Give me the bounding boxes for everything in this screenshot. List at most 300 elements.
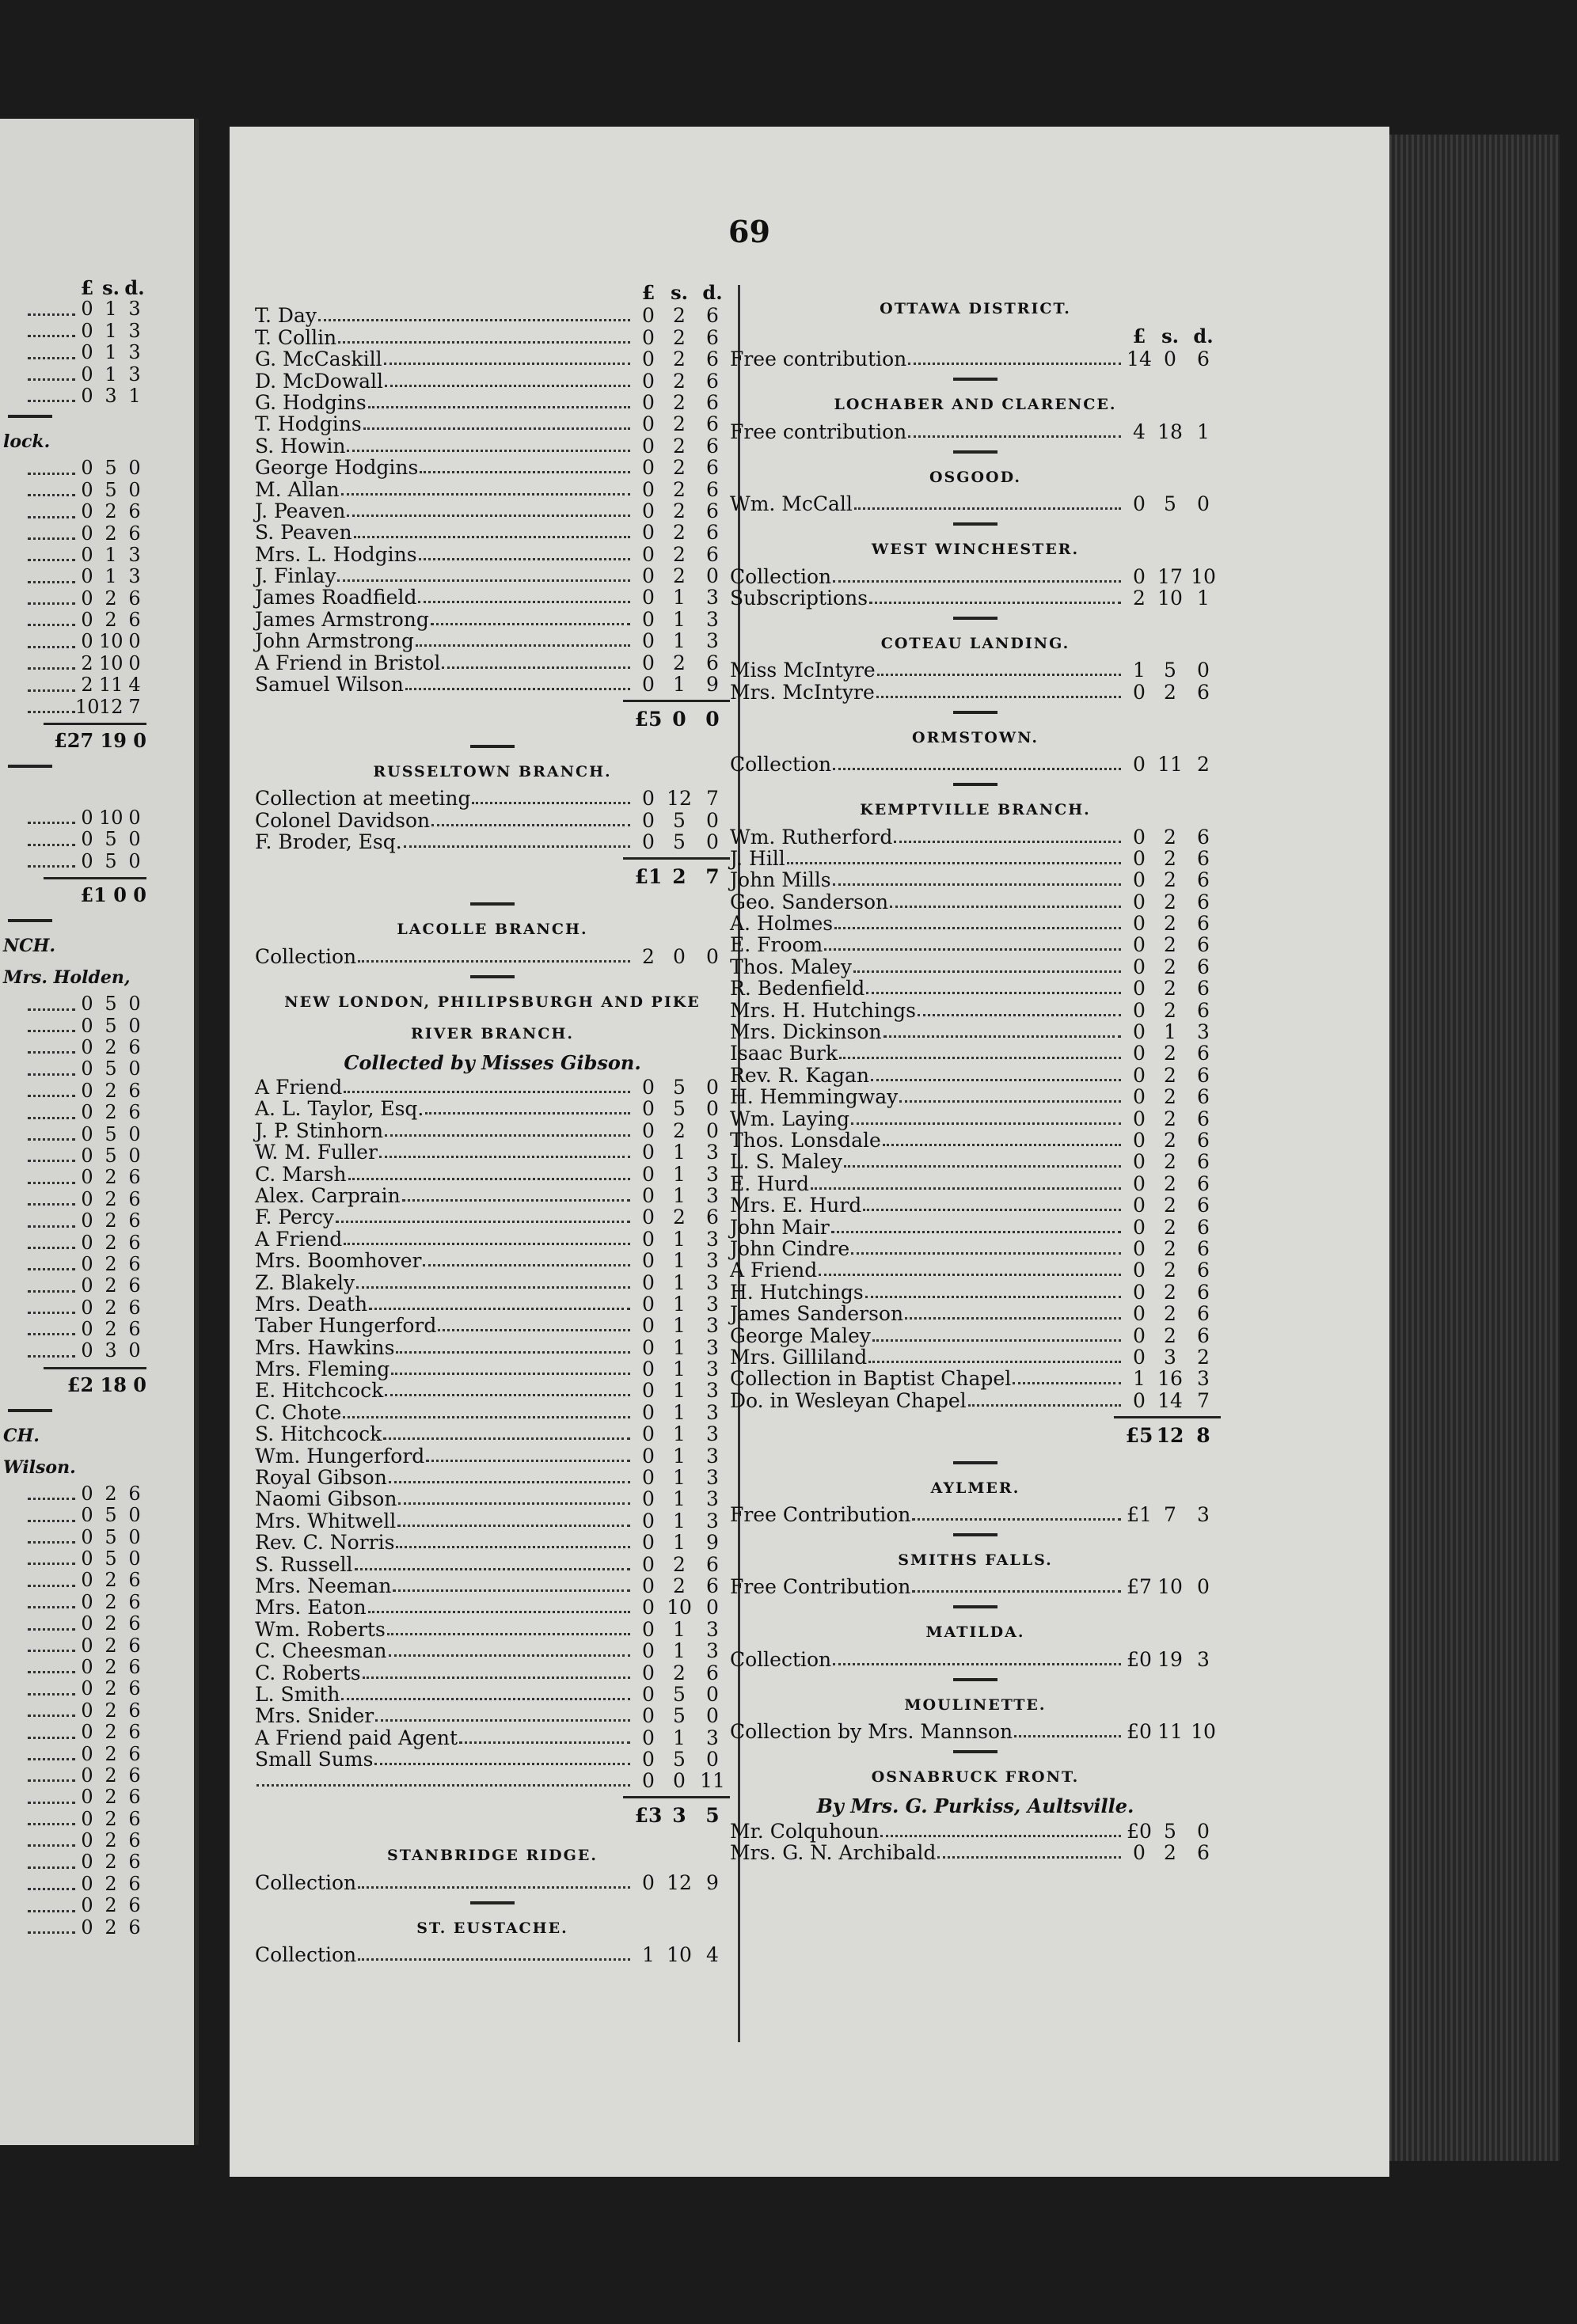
pounds: 2 xyxy=(1133,586,1146,609)
amount-part: 6 xyxy=(128,1655,141,1678)
leader-dots xyxy=(863,1209,1121,1211)
pounds: 0 xyxy=(1133,1345,1146,1369)
pounds: 2 xyxy=(642,944,655,968)
leader-dots xyxy=(28,321,75,337)
leader-dots xyxy=(28,1275,75,1292)
pounds: 0 xyxy=(1133,868,1146,892)
shillings: 2 xyxy=(673,1118,686,1142)
section-total: £1 0 0 xyxy=(80,883,146,907)
leader-dots xyxy=(834,927,1121,929)
amount-part: 0 xyxy=(81,1916,93,1939)
section-title: COTEAU LANDING. xyxy=(880,634,1070,652)
leader-dots xyxy=(28,1917,75,1934)
pence: 6 xyxy=(1197,1085,1210,1109)
column-header-unit: £ xyxy=(80,276,94,299)
shillings: 2 xyxy=(1164,868,1176,892)
pence: 6 xyxy=(1197,1302,1210,1326)
ledger-row xyxy=(0,1613,146,1635)
page-edges xyxy=(1389,135,1560,2161)
amount xyxy=(1124,1151,1221,1172)
section-divider xyxy=(953,1678,998,1681)
ledger-row xyxy=(0,1809,146,1830)
leader-dots xyxy=(28,851,75,868)
amount xyxy=(633,1554,730,1575)
amount-part: 0 xyxy=(128,849,141,872)
leader-dots xyxy=(426,1460,630,1462)
leader-dots xyxy=(1014,1735,1121,1737)
leader-dots xyxy=(869,602,1121,604)
leader-dots xyxy=(865,1296,1121,1298)
leader-dots xyxy=(28,1851,75,1868)
shillings: 2 xyxy=(1164,1323,1176,1347)
ledger-row xyxy=(0,993,146,1015)
amount-part: 2 xyxy=(104,1634,117,1657)
pounds: 0 xyxy=(1133,998,1146,1022)
total-value: £5 xyxy=(1125,1423,1153,1447)
pence: 3 xyxy=(706,1358,719,1381)
section-divider xyxy=(953,783,998,786)
column-header-unit: £ xyxy=(1132,325,1146,347)
entry-name: Thos. Lonsdale xyxy=(730,1128,881,1152)
shillings: 2 xyxy=(1164,1280,1176,1304)
ledger-row xyxy=(255,305,730,326)
ledger-row xyxy=(255,1618,730,1639)
shillings: 19 xyxy=(1157,1647,1183,1671)
amount-part: 0 xyxy=(81,500,93,523)
ledger-row xyxy=(0,1917,146,1939)
amount xyxy=(1124,1346,1221,1368)
entry-name: F. Percy xyxy=(255,1206,334,1229)
shillings: 2 xyxy=(1164,846,1176,870)
amount xyxy=(633,1705,730,1726)
section-total: £2 18 0 xyxy=(66,1373,146,1396)
pounds: 0 xyxy=(642,1639,655,1663)
pounds: 0 xyxy=(642,1552,655,1576)
pounds: 0 xyxy=(642,1227,655,1251)
leader-dots xyxy=(937,1856,1121,1859)
entry-name: S. Hitchcock xyxy=(255,1422,382,1446)
pence: 1 xyxy=(1197,586,1210,609)
amount-part: 6 xyxy=(128,1786,141,1809)
left-column xyxy=(255,281,730,1965)
pounds: 0 xyxy=(642,434,655,458)
pounds: 0 xyxy=(1133,1280,1146,1304)
ledger-row xyxy=(0,1210,146,1232)
shillings: 1 xyxy=(673,1487,686,1511)
entry-name: Mrs. Eaton xyxy=(255,1596,367,1620)
pence: 6 xyxy=(1197,1841,1210,1865)
entry-name: John Mair xyxy=(730,1215,830,1239)
shillings: 1 xyxy=(1164,1020,1176,1044)
pounds: 0 xyxy=(642,1769,655,1793)
amount-part: 6 xyxy=(128,1101,141,1124)
ledger-row xyxy=(255,1575,730,1597)
leader-dots xyxy=(28,1058,75,1075)
ledger-row xyxy=(255,1423,730,1445)
shillings: 14 xyxy=(1157,1388,1183,1412)
pounds: 0 xyxy=(642,1726,655,1749)
section-divider xyxy=(8,415,52,418)
shillings: 2 xyxy=(1164,998,1176,1022)
entry-name: Mrs. Death xyxy=(255,1292,368,1316)
leader-dots xyxy=(28,1102,75,1118)
leader-dots xyxy=(868,1361,1121,1363)
entry-name: A Friend paid Agent xyxy=(255,1726,458,1749)
previous-page-column xyxy=(0,277,146,1939)
entry-name: M. Allan xyxy=(255,477,340,501)
leader-dots xyxy=(28,1080,75,1097)
leader-dots xyxy=(355,1568,631,1570)
pence: 6 xyxy=(706,542,719,566)
pence: 6 xyxy=(1197,1150,1210,1174)
ledger-row xyxy=(255,1250,730,1271)
amount xyxy=(633,1770,730,1791)
pounds: £0 xyxy=(1127,1819,1152,1843)
ledger-row xyxy=(255,457,730,478)
leader-dots xyxy=(368,406,630,408)
total-value: 5 xyxy=(705,1804,720,1828)
pence: 3 xyxy=(706,1639,719,1663)
ledger-row xyxy=(255,1944,730,1965)
ledger-row xyxy=(0,545,146,566)
entry-name: Colonel Davidson xyxy=(255,808,431,832)
shillings: 17 xyxy=(1157,564,1183,588)
entry-name: Mrs. Fleming xyxy=(255,1358,390,1381)
ledger-row xyxy=(730,1086,1221,1107)
entry-name: James Armstrong xyxy=(255,607,429,631)
amount-part: 0 xyxy=(81,1122,93,1145)
amount-part: 0 xyxy=(128,457,141,480)
pence: 6 xyxy=(706,651,719,674)
amount-part: 2 xyxy=(104,1590,117,1613)
leader-dots xyxy=(28,566,75,583)
leader-dots xyxy=(256,1784,630,1787)
leader-dots xyxy=(28,1722,75,1738)
amount-part: 0 xyxy=(81,1807,93,1830)
amount-part: 1 xyxy=(104,319,117,342)
amount xyxy=(1124,682,1221,703)
total-value: £3 xyxy=(634,1804,663,1828)
pounds: 0 xyxy=(1133,825,1146,849)
leader-dots xyxy=(343,1416,630,1418)
entry-name: Collection at meeting xyxy=(255,787,471,811)
pounds: 0 xyxy=(642,1097,655,1121)
leader-dots xyxy=(402,1199,630,1202)
amount xyxy=(633,457,730,478)
amount-part: 0 xyxy=(81,1590,93,1613)
pence: 3 xyxy=(706,1726,719,1749)
ledger-row xyxy=(730,1389,1221,1411)
pounds: 0 xyxy=(642,1617,655,1641)
pence: 0 xyxy=(706,1748,719,1771)
shillings: 2 xyxy=(673,564,686,588)
amount xyxy=(1124,869,1221,890)
entry-name: Wm. Laying xyxy=(730,1107,850,1130)
amount-part: 11 xyxy=(99,674,124,697)
entry-name: Free Contribution xyxy=(730,1503,911,1527)
amount-part: 0 xyxy=(81,828,93,851)
ledger-row xyxy=(730,978,1221,999)
leader-dots xyxy=(28,1483,75,1500)
leader-dots xyxy=(28,1254,75,1270)
section-title: LACOLLE BRANCH. xyxy=(397,921,588,939)
pounds: 0 xyxy=(642,1162,655,1186)
leader-dots xyxy=(28,1874,75,1890)
amount-part: 0 xyxy=(128,630,141,653)
amount-part: 2 xyxy=(104,1166,117,1189)
ledger-row xyxy=(255,1770,730,1791)
leader-dots xyxy=(397,1525,630,1527)
entry-name: G. Hodgins xyxy=(255,390,367,414)
amount-part: 0 xyxy=(81,1058,93,1080)
shillings: 2 xyxy=(673,325,686,349)
amount-part: 2 xyxy=(104,1721,117,1744)
entry-name: C. Chote xyxy=(255,1400,342,1424)
leader-dots xyxy=(28,1787,75,1803)
ledger-row xyxy=(0,1635,146,1657)
leader-dots xyxy=(472,802,630,804)
amount-part: 4 xyxy=(128,674,141,697)
amount xyxy=(1124,956,1221,978)
shillings: 2 xyxy=(1164,977,1176,1001)
leader-dots xyxy=(336,1221,630,1223)
pence: 3 xyxy=(1197,1020,1210,1044)
leader-dots xyxy=(28,653,75,670)
leader-dots xyxy=(833,768,1121,770)
ledger-row xyxy=(730,754,1221,775)
leader-dots xyxy=(385,1134,630,1137)
ledger-row xyxy=(730,1346,1221,1368)
amount xyxy=(633,1640,730,1661)
ledger-row xyxy=(255,1640,730,1661)
amount-part: 0 xyxy=(128,807,141,830)
ledger-row xyxy=(0,1297,146,1319)
amount xyxy=(1124,1194,1221,1216)
amount-part: 0 xyxy=(81,1035,93,1058)
entry-name: Mrs. Boomhover xyxy=(255,1249,422,1273)
ledger-row xyxy=(0,1592,146,1613)
pence: 0 xyxy=(706,808,719,832)
leader-dots xyxy=(28,1016,75,1032)
amount xyxy=(633,1944,730,1965)
leader-dots xyxy=(368,1611,630,1613)
pence: 3 xyxy=(706,1183,719,1207)
column-header-unit: s. xyxy=(102,276,120,299)
amount-part: 0 xyxy=(81,1829,93,1852)
shillings: 1 xyxy=(673,1617,686,1641)
column-header-unit: d. xyxy=(1193,325,1214,347)
ledger-row xyxy=(0,653,146,674)
leader-dots xyxy=(28,588,75,605)
leader-dots xyxy=(363,427,630,430)
ledger-row xyxy=(730,848,1221,869)
amount xyxy=(1124,348,1221,370)
ledger-row xyxy=(0,1765,146,1787)
pounds: 0 xyxy=(642,1682,655,1706)
ledger-row xyxy=(0,1895,146,1916)
leader-dots xyxy=(918,1014,1121,1016)
ledger-row xyxy=(730,1259,1221,1281)
pence: 0 xyxy=(706,1596,719,1620)
ledger-row xyxy=(0,631,146,652)
amount-part: 2 xyxy=(104,1807,117,1830)
leader-dots xyxy=(908,435,1121,438)
amount xyxy=(633,788,730,809)
entry-name: A Friend xyxy=(255,1075,343,1099)
pence: 6 xyxy=(1197,1128,1210,1152)
shillings: 2 xyxy=(1164,933,1176,957)
leader-dots xyxy=(28,1570,75,1586)
shillings: 2 xyxy=(673,651,686,674)
amount xyxy=(633,392,730,413)
amount-part: 6 xyxy=(128,1079,141,1102)
pence: 6 xyxy=(706,499,719,522)
entry-name: Free contribution xyxy=(730,420,907,443)
amount-part: 0 xyxy=(128,1339,141,1362)
leader-dots xyxy=(358,960,630,963)
amount-part: 5 xyxy=(104,849,117,872)
amount-part: 0 xyxy=(81,543,93,566)
ledger-row xyxy=(730,1151,1221,1172)
ledger-row xyxy=(0,697,146,718)
pence: 0 xyxy=(1197,1575,1210,1599)
leader-dots xyxy=(28,697,75,713)
shillings: 2 xyxy=(1164,1259,1176,1282)
ledger-row xyxy=(255,392,730,413)
amount xyxy=(1124,1238,1221,1259)
leader-dots xyxy=(28,631,75,647)
entry-name: Collection xyxy=(255,1943,357,1967)
page-number: 69 xyxy=(728,214,770,249)
leader-dots xyxy=(396,1351,630,1354)
shillings: 5 xyxy=(673,808,686,832)
section-total xyxy=(255,702,730,737)
amount xyxy=(633,1402,730,1423)
pence: 6 xyxy=(1197,846,1210,870)
pounds: 0 xyxy=(642,830,655,854)
amount-part: 6 xyxy=(128,1916,141,1939)
shillings: 1 xyxy=(673,1466,686,1490)
shillings: 2 xyxy=(1164,1107,1176,1130)
amount-part: 5 xyxy=(104,1547,117,1570)
section-subtitle: By Mrs. G. Purkiss, Aultsville. xyxy=(816,1794,1134,1818)
shillings: 2 xyxy=(673,1206,686,1229)
leader-dots xyxy=(356,1286,630,1289)
pence: 3 xyxy=(1197,1503,1210,1527)
ledger-row xyxy=(255,1271,730,1293)
ledger-row xyxy=(255,1749,730,1770)
leader-dots xyxy=(341,1698,630,1700)
leader-dots xyxy=(420,471,630,473)
shillings: 10 xyxy=(1157,1575,1183,1599)
ledger-row xyxy=(255,1684,730,1705)
pounds: 0 xyxy=(642,1704,655,1728)
ledger-row xyxy=(0,1505,146,1526)
ledger-row xyxy=(0,1037,146,1058)
leader-dots xyxy=(905,1317,1121,1320)
shillings: 2 xyxy=(1164,1841,1176,1865)
amount-part: 0 xyxy=(81,1209,93,1232)
section-divider xyxy=(953,1533,998,1536)
pence: 7 xyxy=(1197,1388,1210,1412)
leader-dots xyxy=(28,1340,75,1357)
pence: 6 xyxy=(1197,1215,1210,1239)
amount xyxy=(633,1250,730,1271)
pence: 7 xyxy=(706,787,719,811)
entry-name: Thos. Maley xyxy=(730,955,852,978)
amount-part: 2 xyxy=(104,1187,117,1210)
ledger-row xyxy=(255,326,730,347)
pence: 3 xyxy=(706,1335,719,1359)
amount-part: 6 xyxy=(128,1829,141,1852)
amount-part: 0 xyxy=(128,651,141,674)
entry-name: Small Sums xyxy=(255,1748,374,1771)
pounds: 14 xyxy=(1127,347,1152,371)
amount xyxy=(633,1684,730,1705)
entry-name: T. Day xyxy=(255,304,317,328)
leader-dots xyxy=(872,1339,1121,1342)
leader-dots xyxy=(28,523,75,540)
leader-dots xyxy=(416,644,630,647)
ledger-row xyxy=(255,651,730,673)
pounds: 0 xyxy=(642,1661,655,1684)
entry-name: Free contribution xyxy=(730,347,907,371)
entry-name: C. Roberts xyxy=(255,1661,361,1684)
pounds: 0 xyxy=(1133,1128,1146,1152)
leader-dots xyxy=(28,1700,75,1717)
pounds: 0 xyxy=(642,1531,655,1555)
amount-part: 0 xyxy=(81,1296,93,1319)
entry-name: George Hodgins xyxy=(255,456,419,480)
entry-name: E. Froom xyxy=(730,933,823,957)
previous-page-fragment xyxy=(0,119,199,2145)
amount xyxy=(633,1662,730,1684)
pounds: 0 xyxy=(642,629,655,653)
shillings: 1 xyxy=(673,1292,686,1316)
pence: 6 xyxy=(706,369,719,393)
shillings: 2 xyxy=(673,369,686,393)
amount-part: 0 xyxy=(81,1187,93,1210)
section-divider xyxy=(470,1901,515,1904)
leader-dots xyxy=(404,845,630,848)
amount-part: 1 xyxy=(128,384,141,407)
ledger-row xyxy=(730,1042,1221,1064)
amount xyxy=(633,1098,730,1119)
amount-part: 1 xyxy=(104,565,117,588)
pence: 6 xyxy=(1197,890,1210,913)
entry-name: Collection xyxy=(255,1870,357,1894)
leader-dots xyxy=(389,1481,630,1483)
leader-dots xyxy=(28,501,75,518)
entry-name: J. Hill xyxy=(730,846,785,870)
pounds: 0 xyxy=(642,542,655,566)
amount xyxy=(633,587,730,608)
shillings: 16 xyxy=(1157,1367,1183,1391)
pounds: 0 xyxy=(642,1118,655,1142)
amount-part: 0 xyxy=(81,478,93,501)
pounds: 1 xyxy=(1133,1367,1146,1391)
ledger-row xyxy=(255,543,730,564)
amount-part: 6 xyxy=(128,1252,141,1275)
amount-part: 6 xyxy=(128,1569,141,1592)
shillings: 2 xyxy=(1164,1063,1176,1087)
shillings: 5 xyxy=(673,1704,686,1728)
entry-name: Mrs. Snider xyxy=(255,1704,374,1728)
amount-part: 0 xyxy=(81,1742,93,1765)
ledger-row xyxy=(730,1648,1221,1669)
section-title: ST. EUSTACHE. xyxy=(416,1919,568,1937)
pounds: £7 xyxy=(1127,1575,1152,1599)
